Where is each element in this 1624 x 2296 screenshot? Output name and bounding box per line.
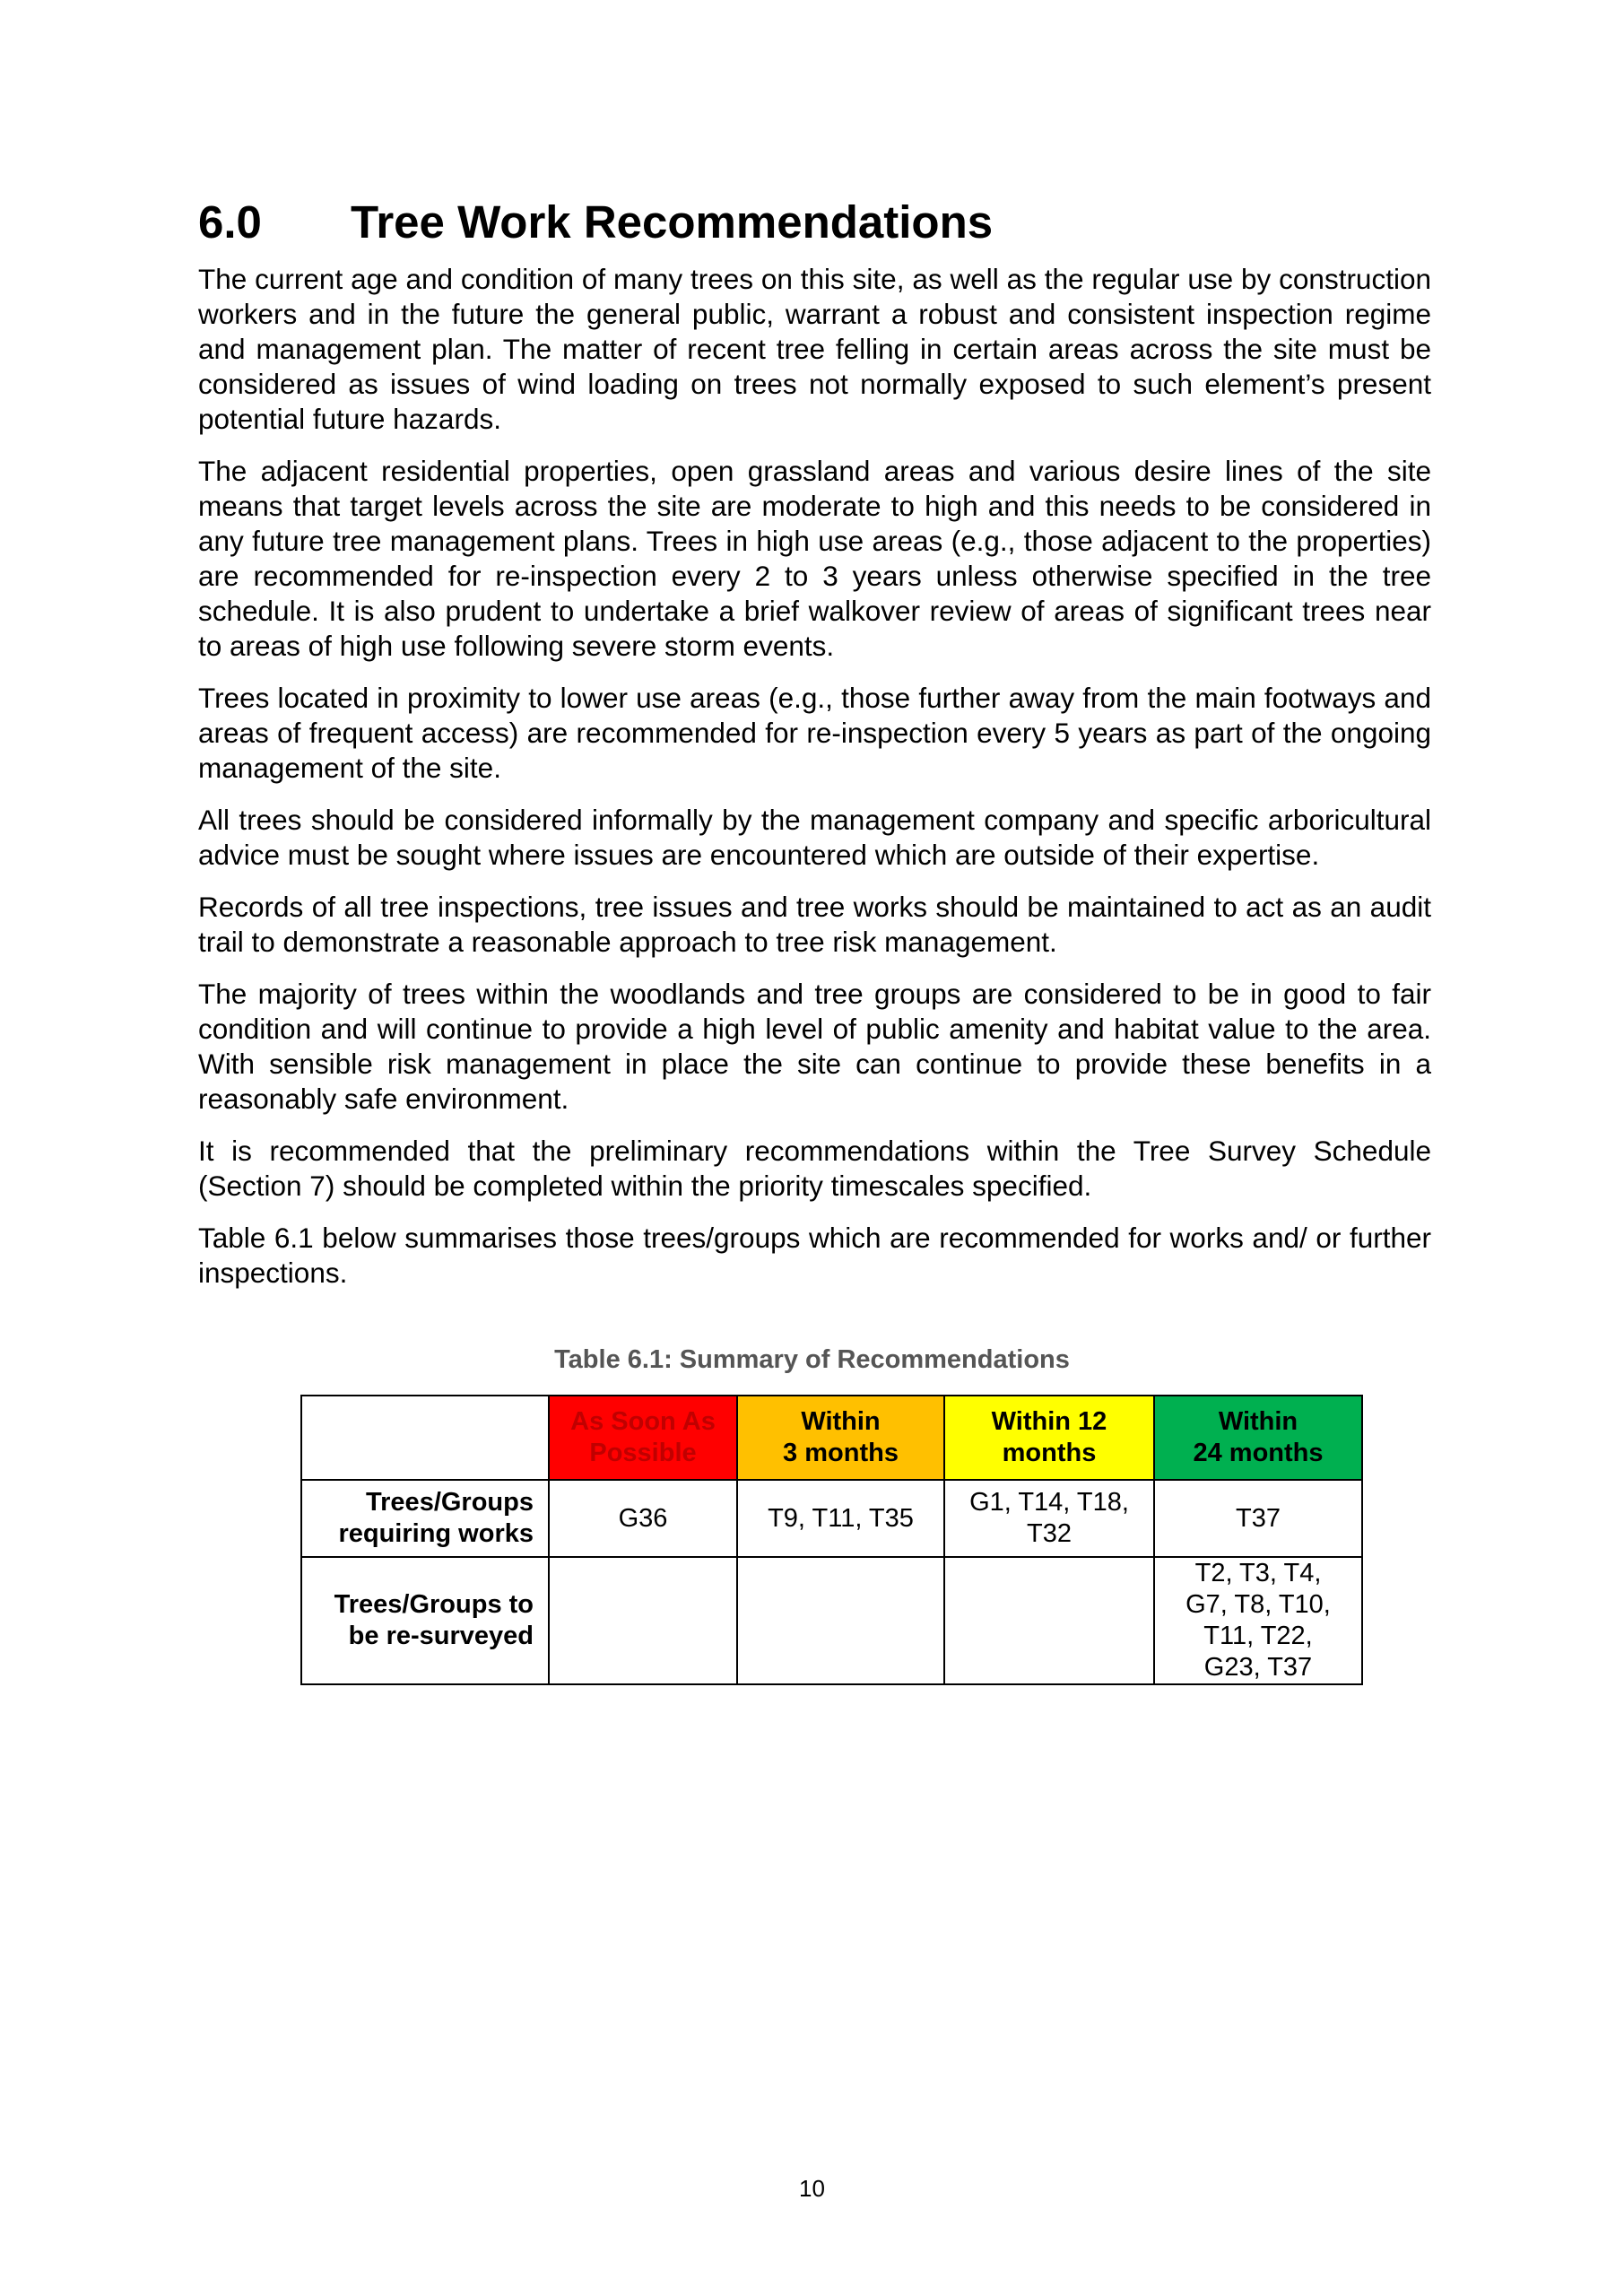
- cell-line: G1, T14, T18,: [969, 1488, 1129, 1517]
- header-12-months: [944, 1396, 1154, 1480]
- cell-line: T9, T11, T35: [768, 1503, 914, 1533]
- header-line: As Soon As: [570, 1407, 716, 1436]
- body-text: [198, 262, 1431, 1308]
- paragraph: Table 6.1 below summarises those trees/groups which are recommended for works and/ or further inspections.: [198, 1222, 1431, 1289]
- header-line: Within 12: [991, 1407, 1107, 1436]
- row-label: [301, 1480, 549, 1557]
- row-label-line: Trees/Groups: [366, 1488, 534, 1517]
- paragraph: Records of all tree inspections, tree issues and tree works should be maintained to act as an audit trail to demonstrate a reasonable approach to tree risk management.: [198, 891, 1431, 958]
- section-title: Tree Work Recommendations: [351, 196, 994, 248]
- row-label: [301, 1557, 549, 1684]
- header-line: months: [1002, 1439, 1097, 1467]
- header-24-months: [1154, 1396, 1362, 1480]
- paragraph: The majority of trees within the woodlands and tree groups are considered to be in good to fair condition and will continue to provide a high level of public amenity and habitat value to the area. With sensible risk management in place the site can continue to provide these benefits in a reasonably safe environment.: [198, 978, 1431, 1115]
- recommendations-table: [300, 1395, 1363, 1685]
- header-asap: [549, 1396, 737, 1480]
- table-row: [301, 1557, 1362, 1684]
- table-cell: [549, 1480, 737, 1557]
- table-cell: [1154, 1557, 1362, 1684]
- table-caption: Table 6.1: Summary of Recommendations: [554, 1345, 1070, 1374]
- paragraph: Trees located in proximity to lower use areas (e.g., those further away from the main footways and areas of frequent access) are recommended for re-inspection every 5 years as part of the ongoing management of the site.: [198, 682, 1431, 784]
- table-cell: [737, 1480, 944, 1557]
- header-3-months: [737, 1396, 944, 1480]
- cell-line: G23, T37: [1203, 1653, 1313, 1682]
- paragraph: All trees should be considered informally by the management company and specific arboricultural advice must be sought where issues are encountered which are outside of their expertise.: [198, 804, 1431, 871]
- cell-line: T37: [1236, 1503, 1281, 1533]
- header-line: Within: [801, 1407, 881, 1436]
- row-label-line: requiring works: [338, 1519, 534, 1548]
- table-cell: [944, 1557, 1154, 1684]
- table-cell: [944, 1480, 1154, 1557]
- cell-line: T32: [1027, 1519, 1072, 1548]
- header-line: Within: [1218, 1407, 1298, 1436]
- page-number: 10: [799, 2175, 825, 2202]
- table-cell: [1154, 1480, 1362, 1557]
- section-number: 6.0: [198, 196, 262, 248]
- paragraph: The adjacent residential properties, open grassland areas and various desire lines of the site means that target levels across the site are moderate to high and this needs to be considered in any future tree management plans. Trees in high use areas (e.g., those adjacent to the properties) are recommended for re-inspection every 2 to 3 years unless otherwise specified in the tree schedule. It is also prudent to undertake a brief walkover review of areas of significant trees near to areas of high use following severe storm events.: [198, 455, 1431, 662]
- cell-line: G7, T8, T10,: [1185, 1590, 1331, 1619]
- table-cell: [549, 1557, 737, 1684]
- table-corner-cell: [301, 1396, 549, 1480]
- paragraph: It is recommended that the preliminary recommendations within the Tree Survey Schedule (Section 7) should be completed within the priority timescales specified.: [198, 1135, 1431, 1202]
- table-header-row: [301, 1396, 1362, 1480]
- header-line: Possible: [589, 1439, 697, 1467]
- row-label-line: be re-surveyed: [348, 1622, 534, 1650]
- table-cell: [737, 1557, 944, 1684]
- cell-line: G36: [618, 1503, 668, 1533]
- row-label-line: Trees/Groups to: [334, 1590, 534, 1619]
- paragraph: The current age and condition of many trees on this site, as well as the regular use by construction workers and in the future the general public, warrant a robust and consistent inspection regime and management plan. The matter of recent tree felling in certain areas across the site must be considered as issues of wind loading on trees not normally exposed to such element’s present potential future hazards.: [198, 263, 1431, 435]
- header-line: 24 months: [1193, 1439, 1324, 1467]
- cell-line: T11, T22,: [1203, 1622, 1313, 1650]
- table-row: [301, 1480, 1362, 1557]
- section-heading: [198, 196, 993, 248]
- cell-line: T2, T3, T4,: [1194, 1559, 1322, 1587]
- header-line: 3 months: [783, 1439, 899, 1467]
